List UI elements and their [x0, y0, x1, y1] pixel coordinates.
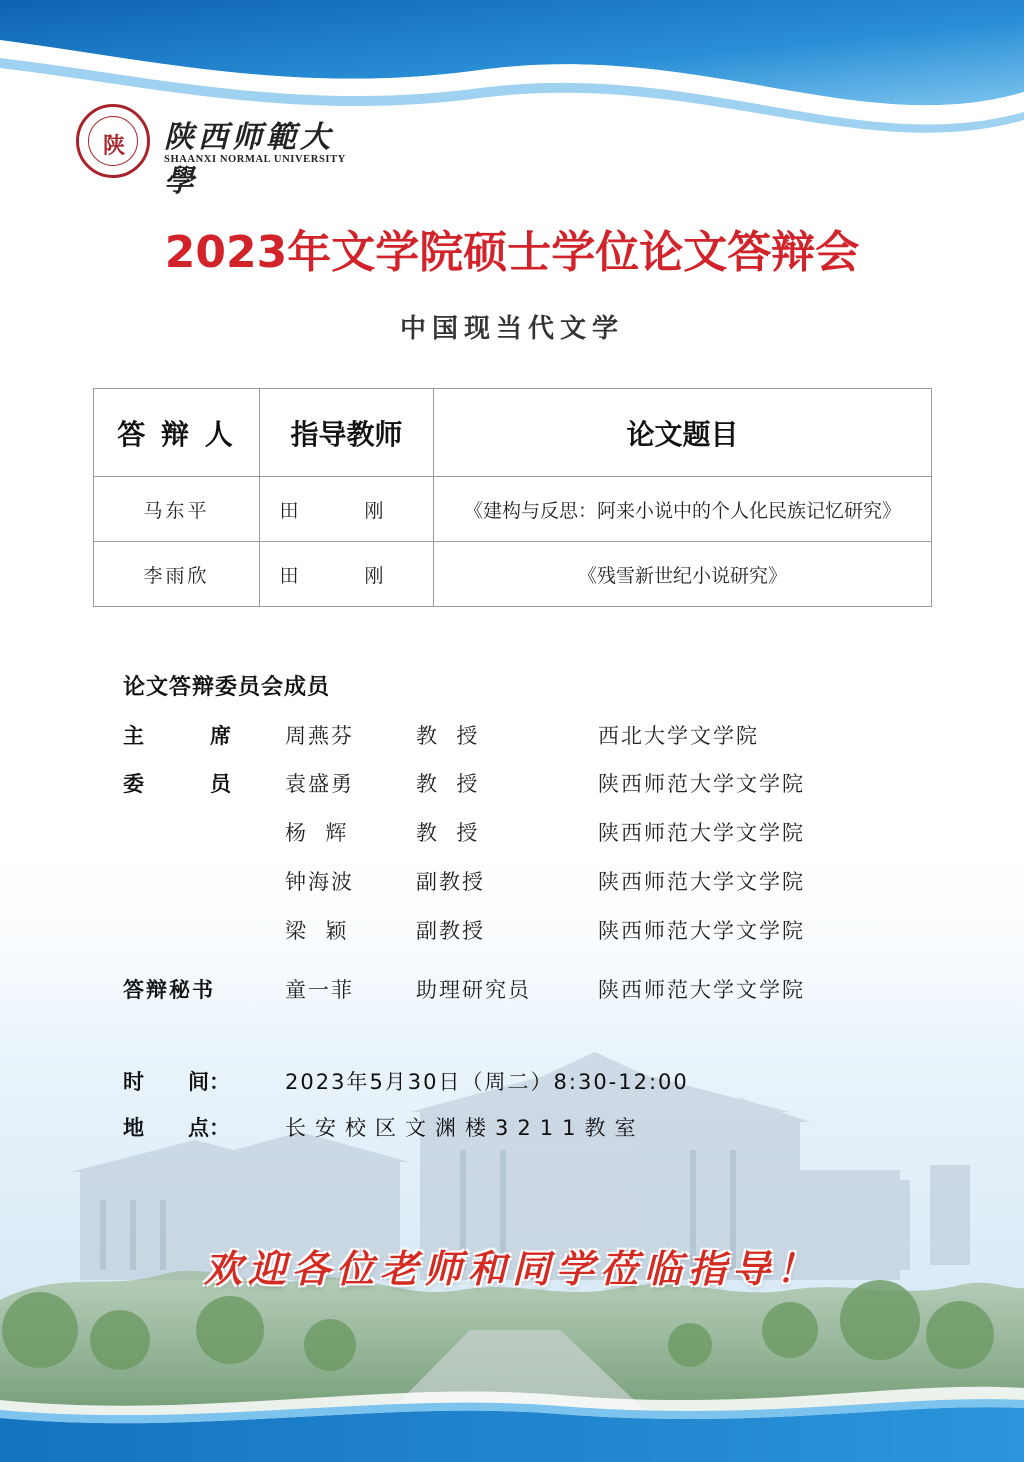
student-name: 李雨欣 — [94, 542, 260, 607]
member-name: 袁盛勇 — [285, 772, 354, 796]
page-title: 2023年文学院硕士学位论文答辩会 — [164, 227, 860, 278]
university-name-en: SHAANXI NORMAL UNIVERSITY — [164, 154, 346, 165]
thesis-title: 《建构与反思：阿来小说中的个人化民族记忆研究》 — [434, 477, 932, 542]
member-name: 梁 颖 — [285, 919, 349, 943]
committee-row-member — [0, 866, 1024, 900]
member-title: 教 授 — [416, 772, 480, 796]
committee-row-secretary — [0, 974, 1024, 1008]
seal-character: 陕 — [102, 133, 125, 159]
member-org: 陕西师范大学文学院 — [598, 821, 805, 845]
committee-row-member — [0, 768, 1024, 802]
thesis-title: 《残雪新世纪小说研究》 — [434, 542, 932, 607]
member-name: 杨 辉 — [285, 821, 349, 845]
committee-row-chair — [0, 720, 1024, 754]
table-header-row — [94, 389, 932, 477]
header-thesis-title: 论文题目 — [434, 389, 932, 477]
student-name: 马东平 — [94, 477, 260, 542]
place-label: 地 点： — [123, 1116, 230, 1140]
member-title: 助理研究员 — [416, 978, 531, 1002]
header-student: 答 辩 人 — [94, 389, 260, 477]
secretary-label: 答辩秘书 — [123, 978, 215, 1002]
member-org: 陕西师范大学文学院 — [598, 870, 805, 894]
table-row — [94, 477, 932, 542]
committee-row-member — [0, 817, 1024, 851]
member-title: 副教授 — [416, 919, 485, 943]
member-title: 副教授 — [416, 870, 485, 894]
university-name-cn: 陕西师範大學 — [164, 120, 334, 199]
member-org: 西北大学文学院 — [598, 724, 759, 748]
time-value: 2023年5月30日（周二）8:30-12:00 — [285, 1070, 689, 1094]
welcome-slogan: 欢迎各位老师和同学莅临指导！ — [203, 1246, 820, 1291]
member-title: 教 授 — [416, 724, 480, 748]
member-org: 陕西师范大学文学院 — [598, 978, 805, 1002]
header-advisor: 指导教师 — [260, 389, 434, 477]
member-org: 陕西师范大学文学院 — [598, 919, 805, 943]
thesis-table — [93, 388, 932, 607]
member-label: 委 员 — [123, 772, 231, 796]
time-row — [0, 1066, 1024, 1100]
member-name: 钟海波 — [285, 870, 354, 894]
committee-row-member — [0, 915, 1024, 949]
committee-section-title: 论文答辩委员会成员 — [123, 675, 331, 700]
member-name: 周燕芬 — [285, 724, 354, 748]
university-seal-icon — [76, 104, 150, 178]
advisor-name: 田 刚 — [260, 542, 434, 607]
advisor-name: 田 刚 — [260, 477, 434, 542]
place-row — [0, 1112, 1024, 1146]
chair-label: 主 席 — [123, 724, 231, 748]
place-value: 长安校区文渊楼3211教室 — [285, 1116, 645, 1140]
university-logo — [76, 104, 366, 199]
major-subtitle: 中国现当代文学 — [399, 314, 624, 344]
member-title: 教 授 — [416, 821, 480, 845]
member-name: 童一菲 — [285, 978, 354, 1002]
table-row — [94, 542, 932, 607]
member-org: 陕西师范大学文学院 — [598, 772, 805, 796]
time-label: 时 间： — [123, 1070, 230, 1094]
